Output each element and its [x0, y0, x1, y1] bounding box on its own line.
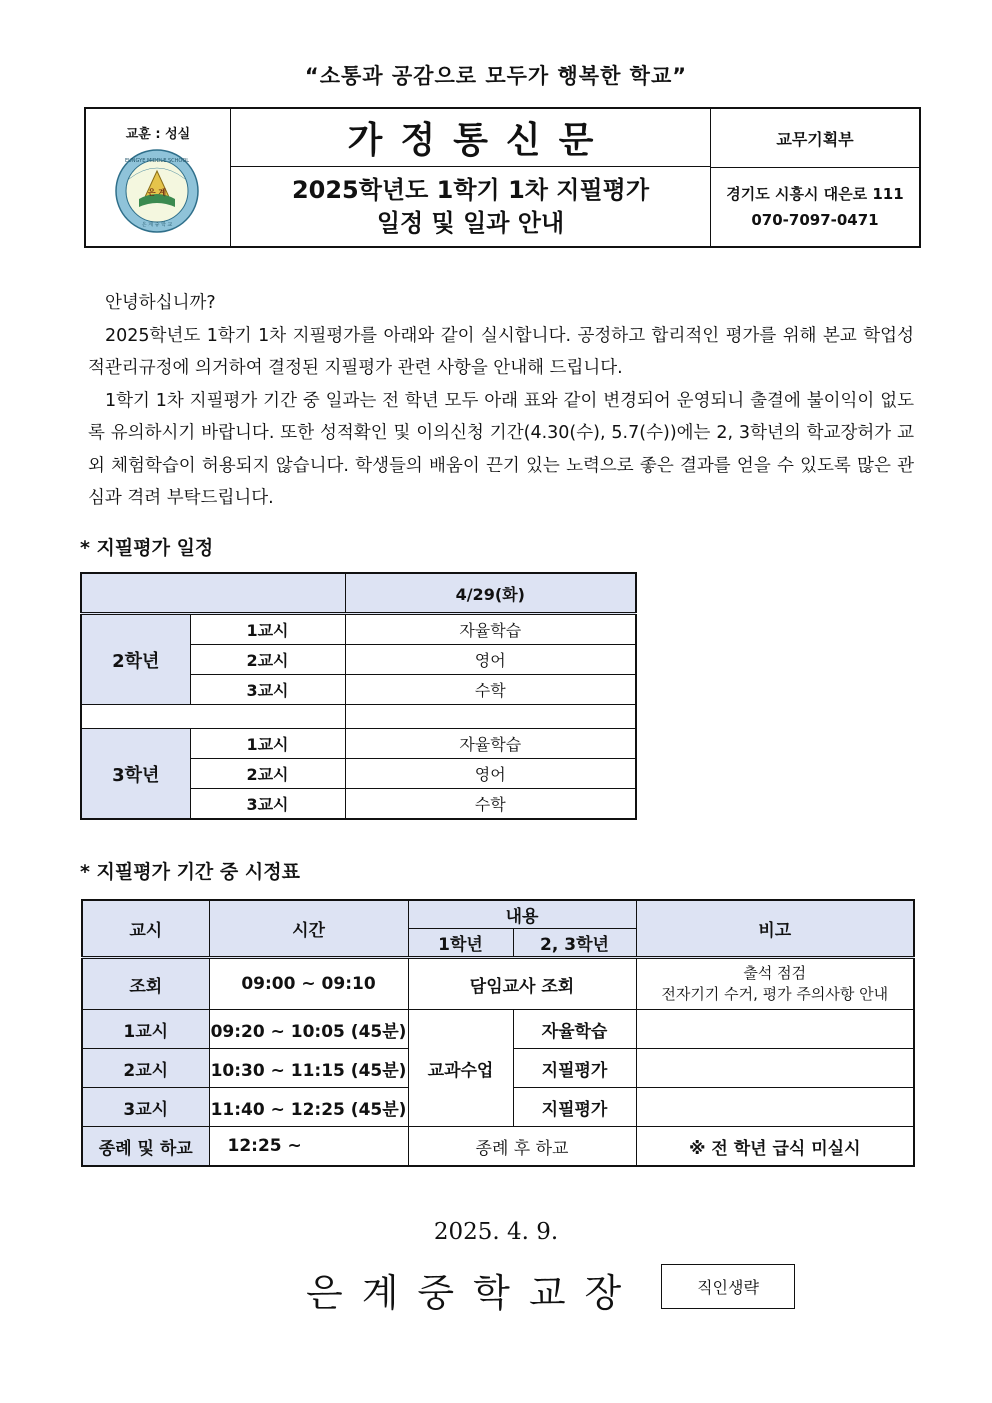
grade1-merged-cell: 교과수업 — [408, 1010, 513, 1127]
timetable-table — [81, 899, 915, 1167]
header-right — [711, 109, 919, 246]
table-row — [81, 614, 636, 645]
period-cell: 1교시 — [190, 614, 345, 645]
table-row — [81, 729, 636, 759]
phone: 070-7097-0471 — [751, 211, 879, 229]
header-middle — [231, 109, 711, 246]
subtitle-line-2: 일정 및 일과 안내 — [376, 208, 565, 237]
row-label: 3교시 — [82, 1088, 209, 1127]
content-cell: 담임교사 조회 — [408, 958, 636, 1010]
time-cell: 09:20 ~ 10:05 (45분) — [209, 1010, 408, 1049]
period-cell: 3교시 — [190, 789, 345, 820]
section-title-exam-schedule: * 지필평가 일정 — [80, 537, 214, 559]
date-header: 4/29(화) — [345, 573, 636, 614]
greeting: 안녕하십니까? — [105, 293, 216, 313]
time-cell: 12:25 ~ — [209, 1127, 408, 1167]
subject-cell: 자율학습 — [345, 614, 636, 645]
period-cell: 3교시 — [190, 675, 345, 705]
paragraph-1: 2025학년도 1학기 1차 지필평가를 아래와 같이 실시합니다. 공정하고 합리적인 평가를 위해 본교 학업성적관리규정에 의거하여 결정된 지필평가 관련 사항을 안내해 드립니다. — [88, 325, 914, 378]
table-row — [82, 1010, 914, 1049]
logo-text-mid: 은 계 — [147, 188, 167, 197]
department: 교무기획부 — [711, 109, 919, 168]
table-row — [81, 573, 636, 614]
spacer-cell — [345, 705, 636, 729]
principal-signature: 은계중학교장 — [306, 1271, 641, 1315]
grade-cell: 3학년 — [81, 729, 190, 820]
content-cell: 종례 후 하교 — [408, 1127, 636, 1167]
newsletter-header — [84, 107, 921, 248]
logo-text-bottom: 은 계 중 학 교 — [141, 222, 173, 228]
time-cell: 10:30 ~ 11:15 (45분) — [209, 1049, 408, 1088]
note-line-2: 전자기기 수거, 평가 주의사항 안내 — [661, 985, 889, 1003]
newsletter-title: 가정통신문 — [231, 109, 710, 167]
paragraph-2: 1학기 1차 지필평가 기간 중 일과는 전 학년 모두 아래 표와 같이 변경되어 운영되니 출결에 불이익이 없도록 유의하시기 바랍니다. 또한 성적확인 및 이의신청 기간(4.30(수), 5.7(수))에는 2, 3학년의 학교장허가 교외 체험학습이 허용되지 않습니다. 학생들의 배움이 끈기 있는 노력으로 좋은 결과를 얻을 수 있도록 많은 관심과 격려 부탁드립니다. — [88, 390, 914, 508]
row-label: 1교시 — [82, 1010, 209, 1049]
grade23-cell: 자율학습 — [513, 1010, 636, 1049]
header-grade23: 2, 3학년 — [513, 929, 636, 958]
seal-omitted-box: 직인생략 — [661, 1264, 795, 1309]
section-title-timetable: * 지필평가 기간 중 시정표 — [80, 861, 300, 883]
grade-cell: 2학년 — [81, 614, 190, 705]
table-row — [82, 900, 914, 929]
time-cell: 11:40 ~ 12:25 (45분) — [209, 1088, 408, 1127]
header-left — [86, 109, 231, 246]
header-content: 내용 — [408, 900, 636, 929]
exam-schedule-table — [80, 572, 637, 820]
header-grade1: 1학년 — [408, 929, 513, 958]
table-row-spacer — [81, 705, 636, 729]
school-logo — [115, 149, 199, 233]
note-line-1: 출석 점검 — [743, 964, 807, 982]
note-cell — [636, 1088, 914, 1127]
row-label: 조회 — [82, 958, 209, 1010]
row-label: 종례 및 하교 — [82, 1127, 209, 1167]
note-cell — [636, 958, 914, 1010]
contact-info — [711, 168, 919, 246]
grade23-cell: 지필평가 — [513, 1049, 636, 1088]
row-label: 2교시 — [82, 1049, 209, 1088]
subject-cell: 수학 — [345, 789, 636, 820]
header-time: 시간 — [209, 900, 408, 958]
subject-cell: 자율학습 — [345, 729, 636, 759]
table-row — [82, 1127, 914, 1167]
note-cell — [636, 1049, 914, 1088]
school-motto-banner: “소통과 공감으로 모두가 행복한 학교” — [304, 64, 688, 88]
subject-cell: 영어 — [345, 759, 636, 789]
header-note: 비고 — [636, 900, 914, 958]
table-row — [82, 958, 914, 1010]
newsletter-subtitle — [231, 167, 710, 246]
period-cell: 1교시 — [190, 729, 345, 759]
address: 경기도 시흥시 대은로 111 — [726, 185, 904, 203]
subtitle-line-1: 2025학년도 1학기 1차 지필평가 — [291, 175, 650, 204]
header-empty-cell — [81, 573, 345, 614]
subject-cell: 수학 — [345, 675, 636, 705]
subject-cell: 영어 — [345, 645, 636, 675]
logo-text-top: EUNGYE MIDDLE SCHOOL — [124, 158, 190, 164]
spacer-cell — [81, 705, 345, 729]
note-cell: ※ 전 학년 급식 미실시 — [636, 1127, 914, 1167]
letter-body — [88, 287, 914, 515]
time-cell: 09:00 ~ 09:10 — [209, 958, 408, 1010]
period-cell: 2교시 — [190, 645, 345, 675]
period-cell: 2교시 — [190, 759, 345, 789]
header-period: 교시 — [82, 900, 209, 958]
school-motto: 교훈 : 성실 — [125, 127, 191, 142]
grade23-cell: 지필평가 — [513, 1088, 636, 1127]
note-cell — [636, 1010, 914, 1049]
issue-date: 2025. 4. 9. — [433, 1219, 559, 1245]
